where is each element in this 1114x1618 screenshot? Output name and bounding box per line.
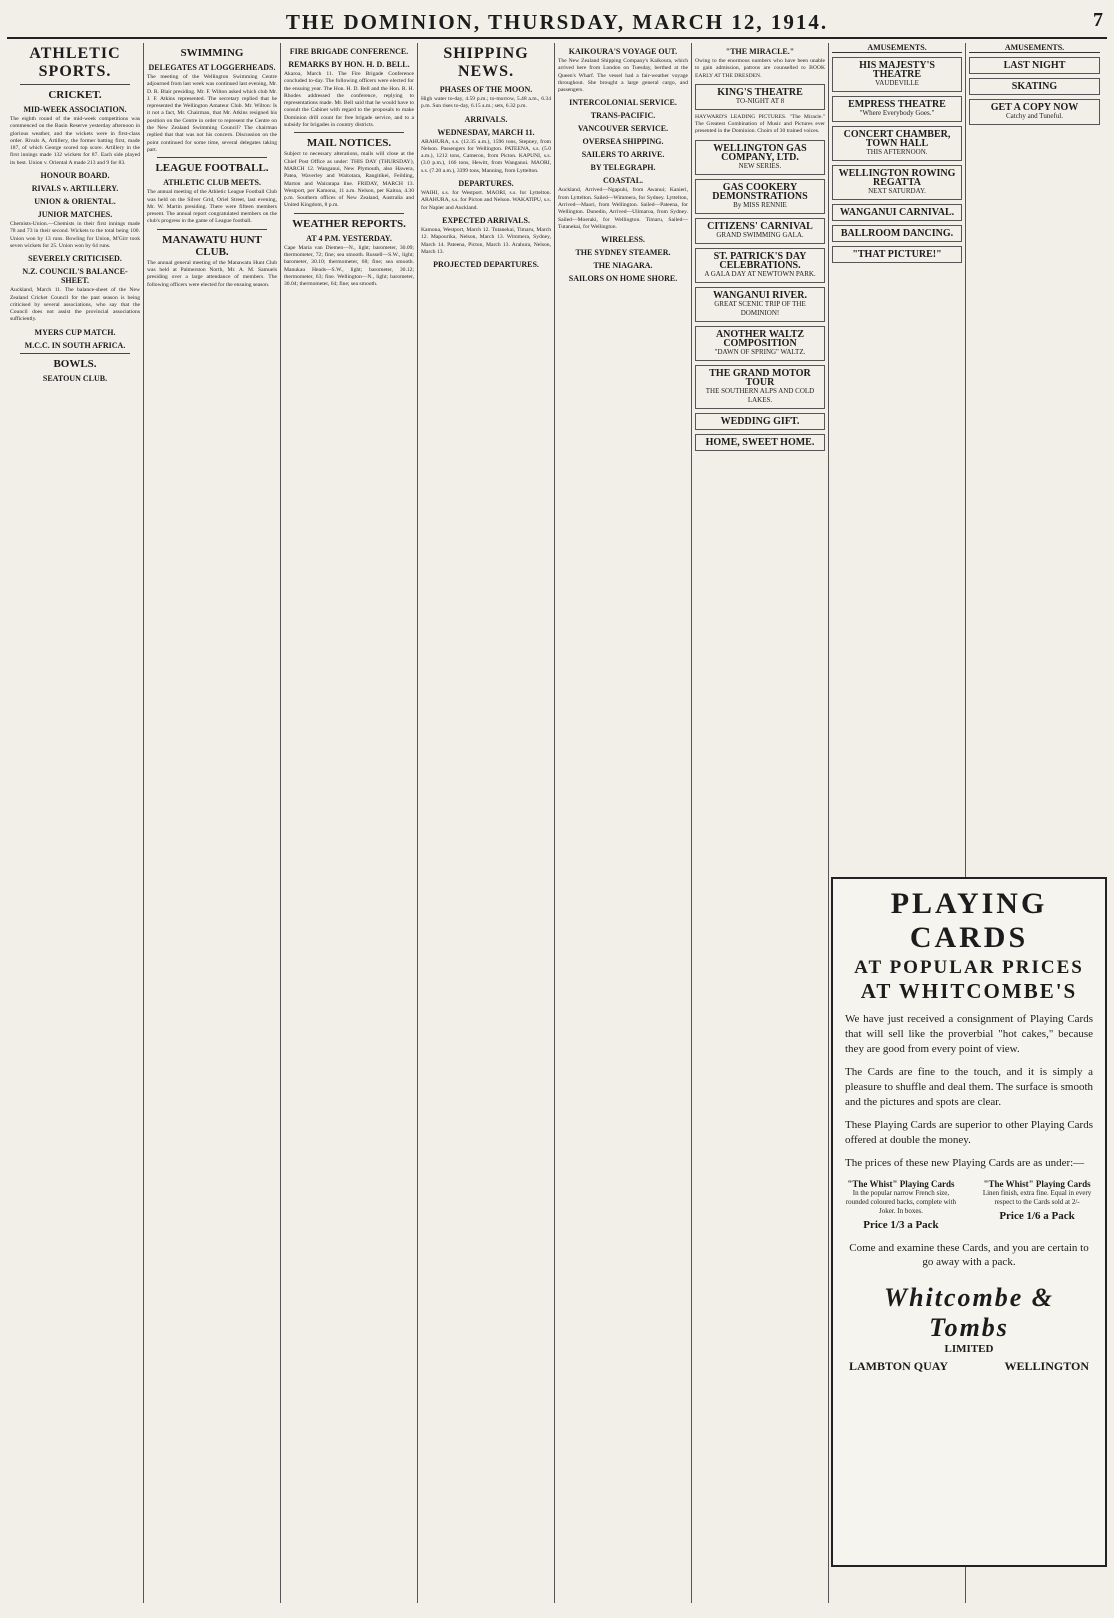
gas-cookery-sub: By MISS RENNIE: [733, 200, 787, 209]
junior-matches-heading: JUNIOR MATCHES.: [37, 210, 113, 220]
bell-remarks-heading: REMARKS BY HON. H. D. BELL.: [288, 60, 410, 69]
wanganui-river-title: WANGANUI RIVER.: [713, 289, 807, 301]
empress-title: EMPRESS THEATRE: [848, 99, 946, 110]
expected-list: Kamona, Westport, March 12. Tutanekai, Timaru, March 12. Mapourika, Nelson, March 13. Wimmera, Sydney, March 14. Pateena, Picton, March 13. Arahura, Nelson, March 13.: [421, 226, 551, 255]
column-swimming: [144, 43, 281, 1603]
rowing-regatta-ad: [832, 165, 962, 200]
left-card-price: Price 1/3 a Pack: [863, 1219, 939, 1231]
rowing-regatta-title: WELLINGTON ROWING REGATTA: [838, 168, 956, 188]
balance-sheet-heading: N.Z. COUNCIL'S BALANCE-SHEET.: [22, 267, 128, 286]
divider: [20, 84, 130, 85]
expected-arrivals-heading: EXPECTED ARRIVALS.: [442, 215, 530, 225]
gas-company-ad: [695, 140, 825, 175]
bowls-heading: BOWLS.: [53, 357, 97, 370]
playing-cards-title: PLAYING CARDS: [890, 887, 1048, 954]
mcc-heading: M.C.C. IN SOUTH AFRICA.: [24, 340, 126, 350]
citizens-carnival-ad: [695, 218, 825, 244]
his-majestys-sub: VAUDEVILLE: [875, 79, 919, 87]
miracle-heading: "THE MIRACLE.": [725, 47, 795, 56]
wanganui-river-sub: GREAT SCENIC TRIP OF THE DOMINION!: [714, 299, 806, 317]
concert-chamber-ad: [832, 126, 962, 161]
miracle-text: Owing to the enormous numbers who have been unable to gain admission, patrons are counselled to BOOK EARLY AT THE DRESDEN.: [695, 58, 825, 79]
empress-ad: [832, 96, 962, 122]
mail-notices-heading: MAIL NOTICES.: [306, 137, 392, 150]
wireless-heading: WIRELESS.: [601, 235, 645, 245]
gas-company-title: WELLINGTON GAS COMPANY, LTD.: [713, 142, 807, 163]
last-night-title: LAST NIGHT: [1003, 60, 1066, 71]
divider: [294, 132, 404, 133]
playing-cards-body-3: These Playing Cards are superior to other Playing Cards offered at double the money.: [845, 1119, 1093, 1146]
concert-chamber-sub: THIS AFTERNOON.: [866, 148, 928, 156]
trans-pacific-heading: TRANS-PACIFIC.: [590, 111, 656, 121]
get-a-copy-sub: Catchy and Tuneful.: [1006, 112, 1063, 120]
left-card-name: "The Whist" Playing Cards: [847, 1179, 955, 1189]
midweek-article: The eighth round of the mid-week competitions was commenced on the Basin Reserve yesterday afternoon in glorious weather, and the wickets were in first-class order. Rivals A, Artillery, the former batting first, made 187, of which George scored top score. Artillery in the first innings made 132 wickets for 87. Each side played its best. Union v. Oriental A made 213 and 9 for 83.: [10, 116, 140, 166]
sydney-steamer-heading: THE SYDNEY STEAMER.: [575, 248, 671, 258]
weather-time-heading: AT 4 P.M. YESTERDAY.: [306, 233, 392, 243]
masthead-title: THE DOMINION, THURSDAY, MARCH 12, 1914.: [285, 9, 829, 34]
masthead: [7, 7, 1107, 39]
amusements-heading: AMUSEMENTS.: [832, 43, 962, 53]
address-right: WELLINGTON: [1004, 1359, 1089, 1373]
manawatu-article: The annual general meeting of the Manawatu Hunt Club was held at Palmerston North, Mr. A. M. Samuels presiding over a large attendance of members. The following officers were elected for the ensuing season.: [147, 259, 277, 288]
his-majestys-title: HIS MAJESTY'S THEATRE: [859, 60, 935, 80]
waltz-ad: [695, 326, 825, 361]
kaikoura-article: The New Zealand Shipping Company's Kaikoura, which arrived here from London on Tuesday, berthed at the Queen's Wharf. The vessel had a fair-weather voyage throughout. She brought a large general cargo, and passengers.: [558, 58, 688, 94]
swimming-heading: SWIMMING: [180, 47, 244, 59]
athletic-sports-heading: ATHLETIC SPORTS.: [29, 45, 121, 80]
limited-label: LIMITED: [944, 1343, 994, 1355]
junior-matches-article: Chemists-Union.—Chemists in their first innings made 78 and 73 in their second. Wickets to the total being 100. Union won by 13 runs. Bowling for Union, M'Girr took seven wickets for 25. Union won by 64 runs.: [10, 221, 140, 249]
gas-company-sub: NEW SERIES.: [738, 161, 782, 170]
whitcombe-tombs-name: Whitcombe & Tombs: [883, 1283, 1055, 1342]
league-article: The annual meeting of the Athletic League Football Club was held on the Silver Grid, Oriel Street, last evening, Mr. W. Martin presiding. There were fifteen members present. The annual report congratulated members on the club's progress in the game of League football.: [147, 189, 277, 225]
get-a-copy-title: GET A COPY NOW: [990, 102, 1079, 113]
ballroom-dancing-title: BALLROOM DANCING.: [840, 228, 954, 239]
playing-cards-body-4: The prices of these new Playing Cards are as under:—: [845, 1157, 1085, 1169]
departures-heading: DEPARTURES.: [458, 179, 514, 189]
arrivals-list: ARAHURA, s.s. (12.35 a.m.), 1596 tons, Stepney, from Nelson. Passengers for Wellington. PATEENA, s.s. (5.0 a.m.), 1212 tons, Cameron, from Picton. KAPUNI, s.s. (3.0 p.m.), 166 tons, Hewitt, from Wanganui. MAORI, s.s. (7.20 a.m.), 3399 tons, Manning, from Lyttelton.: [421, 138, 551, 174]
home-sweet-home-title: HOME, SWEET HOME.: [705, 436, 815, 448]
st-patricks-sub: A GALA DAY AT NEWTOWN PARK.: [704, 269, 816, 278]
whist-cards-right: [979, 1179, 1095, 1231]
motor-tour-ad: [695, 365, 825, 409]
arrivals-heading: ARRIVALS.: [464, 114, 508, 124]
tides-text: High water to-day, 4.59 p.m.; to-morrow, 5.48 a.m., 6.34 p.m. Sun rises to-day, 6.15 a.m.; sets, 6.32 p.m.: [421, 96, 551, 110]
get-a-copy-ad: [969, 99, 1100, 125]
motor-tour-title: THE GRAND MOTOR TOUR: [709, 367, 811, 388]
rowing-regatta-sub: NEXT SATURDAY.: [868, 187, 926, 195]
wanganui-carnival-title: WANGANUI CARNIVAL.: [839, 207, 955, 218]
weather-reports-heading: WEATHER REPORTS.: [292, 217, 406, 230]
divider: [157, 229, 267, 230]
mail-notices-article: Subject to necessary alterations, mails will close at the Chief Post Office as under: THIS DAY (THURSDAY), MARCH 12. Wanganui, New Plymouth, also Hawera, Patea, Waverley and Waitotara, Rangitikei, Feilding, Marton and Wairarapa line. FRIDAY, MARCH 13. Westport, per Kamona, 11 a.m. Nelson, per Kaitoa, 4.30 p.m. Southern offices of New Zealand, Australia and United Kingdom, 8 p.m.: [284, 151, 414, 209]
card-options-row: [843, 1179, 1095, 1231]
wedding-gift-ad: [695, 413, 825, 430]
newspaper-page: [7, 7, 1107, 1604]
column-ads-miracle: [692, 43, 829, 1603]
fire-brigade-article: Akaroa, March 11. The Fire Brigade Conference concluded to-day. The following officers were elected for the ensuing year. The Hon. H. D. Bell and the Hon. R. H. Rhodes addressed the conference, replying to representations made. Mr. Bell said that he would have to consult the Cabinet with regard to the proposals to make Dominion drill count for free brigade service, and to a subsidy for brigades in country districts.: [284, 71, 414, 129]
sailers-heading: SAILERS TO ARRIVE.: [581, 150, 665, 160]
midweek-heading: MID-WEEK ASSOCIATION.: [23, 105, 127, 114]
right-card-desc: Linen finish, extra fine. Equal in every respect to the Cards sold at 2/-: [982, 1189, 1092, 1206]
that-picture-ad: [832, 246, 962, 263]
fire-brigade-heading: FIRE BRIGADE CONFERENCE.: [289, 47, 409, 56]
column-kaikoura: [555, 43, 692, 1603]
kings-theatre-title: KING'S THEATRE: [717, 86, 803, 98]
st-patricks-title: ST. PATRICK'S DAY CELEBRATIONS.: [713, 250, 807, 271]
divider: [20, 353, 130, 354]
left-card-desc: In the popular narrow French size, rounded coloured backs, complete with Joker. In boxes.: [845, 1189, 957, 1215]
amusements-heading-2: AMUSEMENTS.: [969, 43, 1100, 53]
column-fire-brigade: [281, 43, 418, 1603]
page-number: 7: [1093, 9, 1103, 31]
balance-sheet-article: Auckland, March 11. The balance-sheet of the New Zealand Cricket Council for the past season is being criticised by several associations, who say that the Council does not assist the provincial associations sufficiently.: [10, 287, 140, 323]
wanganui-carnival-ad: [832, 204, 962, 221]
right-card-name: "The Whist" Playing Cards: [983, 1179, 1091, 1189]
cricket-heading: CRICKET.: [48, 89, 102, 101]
kaikoura-heading: KAIKOURA'S VOYAGE OUT.: [568, 47, 678, 56]
coastal-heading: COASTAL.: [602, 176, 644, 186]
playing-cards-ad: [831, 877, 1107, 1567]
kings-theatre-sub: TO-NIGHT AT 8: [735, 96, 785, 105]
divider: [157, 157, 267, 158]
severely-criticised-heading: SEVERELY CRITICISED.: [28, 254, 122, 264]
league-football-heading: LEAGUE FOOTBALL.: [155, 162, 269, 175]
skating-ad: [969, 78, 1100, 95]
divider: [294, 213, 404, 214]
gas-cookery-ad: [695, 179, 825, 214]
wedding-gift-title: WEDDING GIFT.: [720, 415, 800, 427]
address-left: LAMBTON QUAY: [849, 1359, 949, 1373]
oversea-heading: OVERSEA SHIPPING.: [582, 137, 664, 147]
empress-sub: "Where Everybody Goes.": [859, 109, 935, 117]
waltz-sub: "DAWN OF SPRING" WALTZ.: [714, 347, 806, 356]
shipping-news-heading: SHIPPING NEWS.: [443, 45, 529, 80]
last-night-ad: [969, 57, 1100, 74]
swimming-article: The meeting of the Wellington Swimming Centre adjourned from last week was continued last evening, Mr. D. R. Blair presiding. Mr. F. Wilton asked which club Mr. J. F. Atkins represented. The secretary replied that he represented the Wellington Amateur Club. Mr. Wilton: Is it not a fact, Mr. Chairman, that Mr. Atkins resigned his position on the Centre in order to represent the Centre on the New Zealand Swimming Council? The chairman replied that that was not his concern. Discussion on the point continued for some time, several delegates taking part.: [147, 74, 277, 153]
seatoun-heading: SEATOUN CLUB.: [42, 373, 108, 383]
honour-board-heading: HONOUR BOARD.: [40, 171, 110, 181]
concert-chamber-title: CONCERT CHAMBER, TOWN HALL: [843, 129, 951, 149]
athletic-club-heading: ATHLETIC CLUB MEETS.: [163, 178, 261, 188]
motor-tour-sub: THE SOUTHERN ALPS AND COLD LAKES.: [705, 386, 815, 404]
sailors-heading: SAILORS ON HOME SHORE.: [568, 274, 678, 284]
manawatu-heading: MANAWATU HUNT CLUB.: [162, 233, 262, 258]
gas-cookery-title: GAS COOKERY DEMONSTRATIONS: [712, 181, 808, 202]
skating-title: SKATING: [1011, 81, 1058, 92]
column-athletic-sports: [7, 43, 144, 1603]
playing-cards-body-1: We have just received a consignment of Playing Cards that will sell like the proverbial "hot cakes," because they are good from every point of view.: [845, 1013, 1093, 1055]
st-patricks-ad: [695, 248, 825, 283]
address-row: [849, 1359, 1089, 1374]
that-picture-title: "THAT PICTURE!": [852, 249, 942, 260]
miracle-details: HAYWARD'S LEADING PICTURES. "The Miracle." The Greatest Combination of Music and Pictures ever presented in the Dominion. Choirs of 30 trained voices.: [695, 113, 825, 135]
departures-list: WAIHI, s.s. for Westport. MAORI, s.s. for Lyttelton. ARAHURA, s.s. for Picton and Nelson. WAKATIPU, s.s. for Napier and Auckland.: [421, 190, 551, 211]
right-card-price: Price 1/6 a Pack: [999, 1210, 1075, 1222]
playing-cards-foot: Come and examine these Cards, and you are certain to go away with a pack.: [849, 1242, 1089, 1268]
projected-departures-heading: PROJECTED DEPARTURES.: [433, 260, 539, 270]
telegraph-heading: BY TELEGRAPH.: [590, 163, 656, 173]
popular-prices-line: AT POPULAR PRICES: [854, 957, 1084, 978]
coastal-article: Auckland, Arrived—Ngapuhi, from Awanui; Kanieri, from Lyttelton. Sailed—Wimmera, for Sydney. Lyttelton, Arrived—Maori, from Wellington. Sailed—Pateena, for Wellington. Dunedin, Arrived—Ulimaroa, from Sydney. Sailed—Moeraki, for Wellington. Timaru, Sailed—Tutanekai, for Wellington.: [558, 187, 688, 230]
weather-article: Cape Maria van Diemen—N., light; barometer, 30.09; thermometer, 72; fine; sea smooth. Russell—S.W., light; barometer, 30.10; thermometer, 68; fine; sea smooth. Manukau Heads—S.W., light; barometer, 30.12; thermometer, 63; fine. Wellington—N., light; barometer, 30.04; thermometer, 64; fine; sea smooth.: [284, 244, 414, 288]
kings-theatre-ad: [695, 84, 825, 110]
playing-cards-body-2: The Cards are fine to the touch, and it is simply a pleasure to shuffle and deal them. The surface is smooth and the pictures and spots are clear.: [845, 1066, 1093, 1108]
moon-phases-heading: PHASES OF THE MOON.: [439, 85, 533, 94]
his-majestys-ad: [832, 57, 962, 92]
ballroom-dancing-ad: [832, 225, 962, 242]
whitcombes-line: AT WHITCOMBE'S: [860, 979, 1078, 1003]
whist-cards-left: [843, 1179, 959, 1231]
delegates-heading: DELEGATES AT LOGGERHEADS.: [148, 63, 276, 72]
carnival-sub: GRAND SWIMMING GALA.: [716, 230, 804, 239]
rivals-artillery-heading: RIVALS v. ARTILLERY.: [31, 184, 119, 194]
myers-cup-heading: MYERS CUP MATCH.: [34, 327, 116, 337]
carnival-title: CITIZENS' CARNIVAL: [707, 220, 813, 232]
vancouver-heading: VANCOUVER SERVICE.: [577, 124, 669, 134]
union-oriental-heading: UNION & ORIENTAL.: [34, 197, 116, 207]
niagara-heading: THE NIAGARA.: [593, 261, 653, 271]
waltz-title: ANOTHER WALTZ COMPOSITION: [715, 328, 805, 349]
column-shipping: [418, 43, 555, 1603]
arrivals-date: WEDNESDAY, MARCH 11.: [437, 127, 535, 137]
wanganui-river-ad: [695, 287, 825, 322]
home-sweet-home-ad: [695, 434, 825, 451]
intercolonial-heading: INTERCOLONIAL SERVICE.: [569, 98, 677, 108]
